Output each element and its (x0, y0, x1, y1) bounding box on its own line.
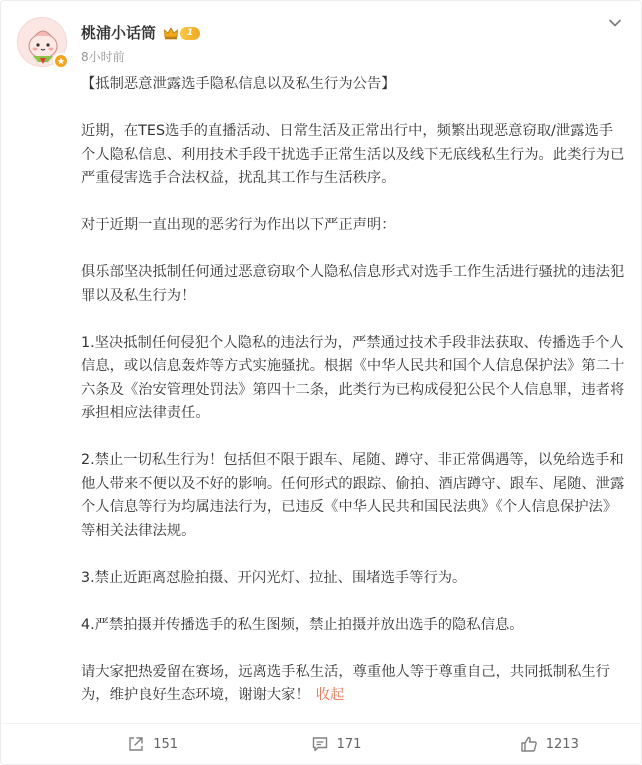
chevron-down-icon[interactable] (605, 13, 625, 33)
post-title: 【抵制恶意泄露选手隐私信息以及私生行为公告】 (81, 76, 396, 92)
like-count: 1213 (545, 736, 579, 752)
like-button[interactable] (428, 724, 641, 764)
post-paragraph: 近期，在TES选手的直播活动、日常生活及正常出行中，频繁出现恶意窃取/泄露选手个人隐私信息、利用技术手段干扰选手正常生活以及线下无底线私生行为。此类行为已严重侵害选手合法权益，扰乱其工作与生活秩序。 (81, 123, 625, 186)
vip-badge[interactable] (163, 25, 200, 41)
repost-icon (127, 735, 145, 753)
comment-icon (311, 735, 329, 753)
post-paragraph: 2.禁止一切私生行为！包括但不限于跟车、尾随、蹲守、非正常偶遇等，以免给选手和他人带来不便以及不好的影响。任何形式的跟踪、偷拍、酒店蹲守、跟车、尾随、泄露个人信息等行为均属违法行为，已违反《中华人民共和国民法典》《个人信息保护法》等相关法律法规。 (81, 452, 625, 539)
post-paragraph: 1.坚决抵制任何侵犯个人隐私的违法行为，严禁通过技术手段非法获取、传播选手个人信息，或以信息轰炸等方式实施骚扰。根据《中华人民共和国个人信息保护法》第二十六条及《治安管理处罚法》第四十二条，此类行为已构成侵犯公民个人信息罪，违者将承担相应法律责任。 (81, 334, 625, 421)
collapse-link[interactable]: 收起 (315, 687, 345, 703)
post-paragraph: 对于近期一直出现的恶劣行为作出以下严正声明： (81, 217, 396, 233)
post-content (81, 73, 627, 708)
post-paragraph: 俱乐部坚决抵制任何通过恶意窃取个人隐私信息形式对选手工作生活进行骚扰的违法犯罪以及私生行为！ (81, 264, 625, 304)
post-closing (81, 661, 627, 708)
post-paragraph: 4.严禁拍摄并传播选手的私生图频，禁止拍摄并放出选手的隐私信息。 (81, 616, 524, 633)
action-bar (1, 723, 641, 764)
comment-button[interactable] (244, 724, 427, 764)
thumbs-up-icon (520, 735, 538, 753)
crown-icon (163, 25, 179, 41)
post-paragraph: 3.禁止近距离怼脸拍摄、开闪光灯、拉扯、围堵选手等行为。 (81, 569, 467, 586)
verified-badge-icon (53, 53, 69, 69)
author-name[interactable]: 桃浦小话筒 (81, 24, 157, 42)
repost-button[interactable] (1, 724, 244, 764)
vip-level: 1 (180, 27, 200, 40)
repost-count: 151 (153, 736, 179, 752)
closing-text: 请大家把热爱留在赛场，远离选手私生活，尊重他人等于尊重自己，共同抵制私生行为，维护良好生态环境，谢谢大家！ (81, 663, 610, 703)
post-timestamp[interactable]: 8小时前 (81, 50, 125, 64)
comment-count: 171 (336, 736, 362, 752)
